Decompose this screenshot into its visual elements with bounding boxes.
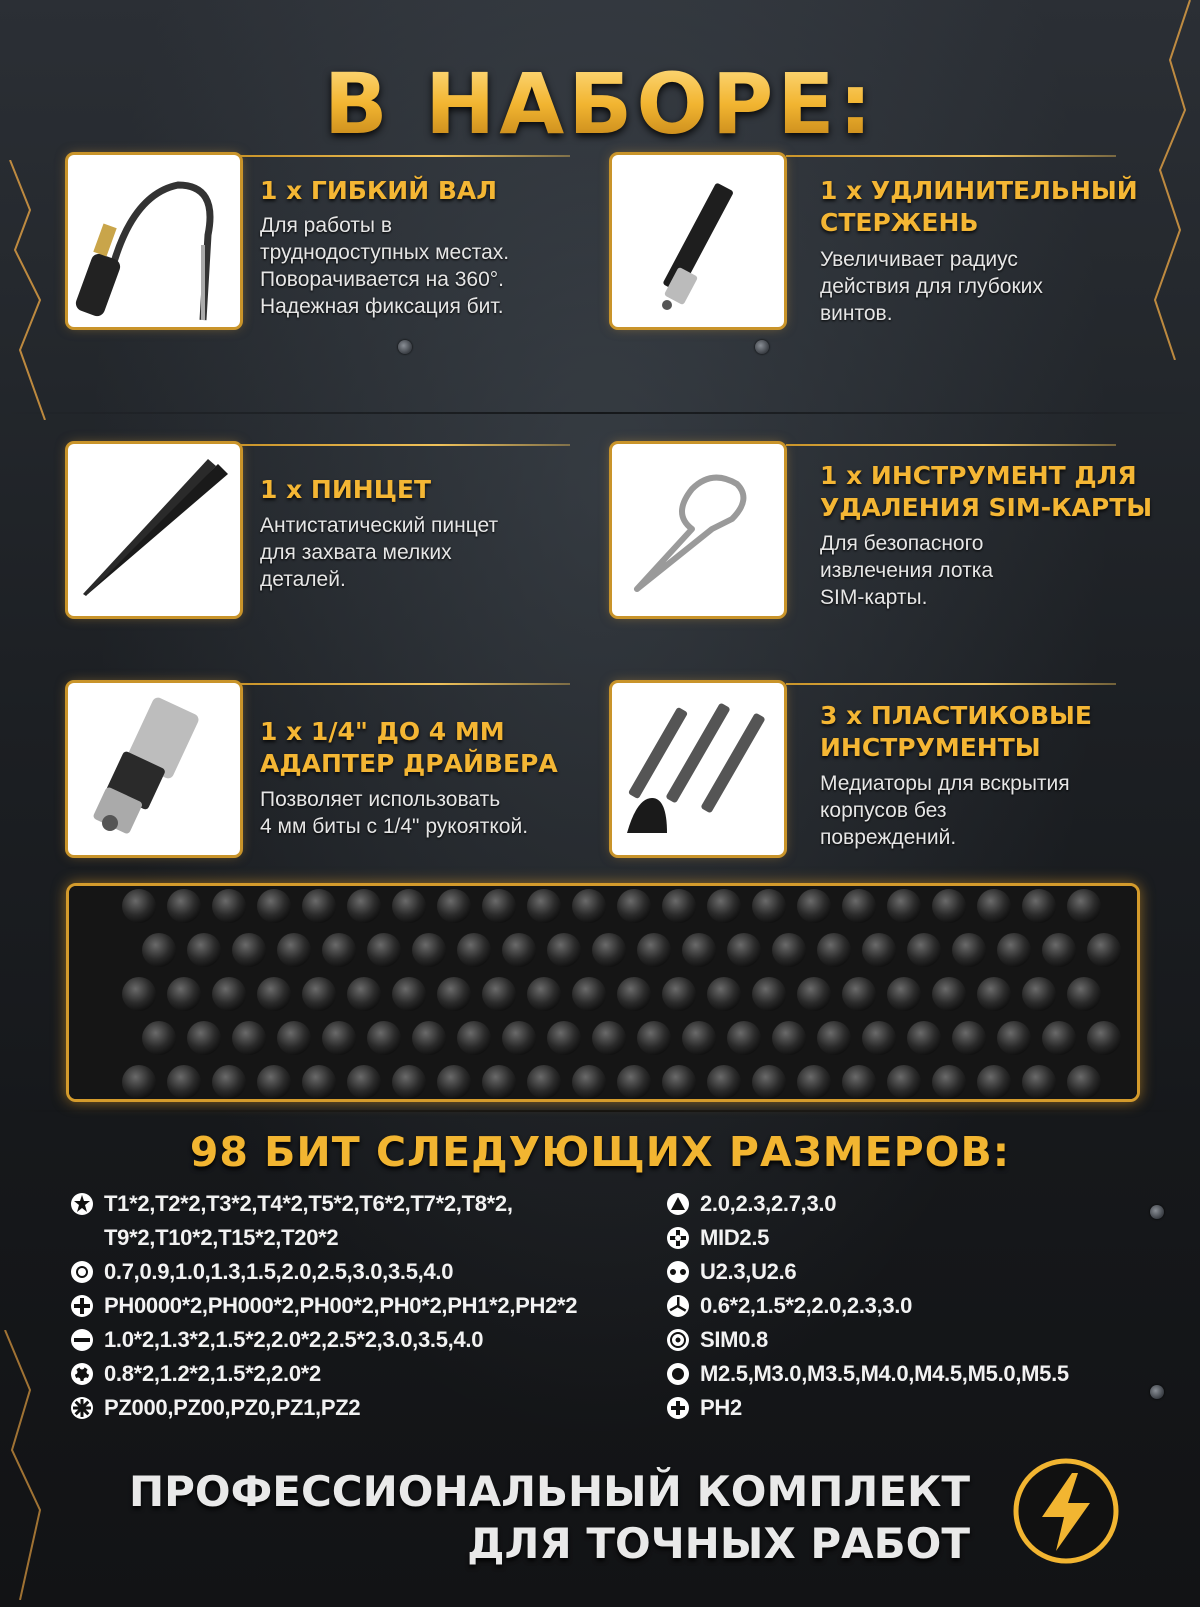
bit xyxy=(1042,933,1076,967)
bit xyxy=(907,933,941,967)
bit xyxy=(527,889,561,923)
gold-divider xyxy=(786,155,1116,157)
item-title: 1 x УДЛИНИТЕЛЬНЫЙ СТЕРЖЕНЬ xyxy=(820,176,1138,237)
bit xyxy=(862,1021,896,1055)
bit xyxy=(347,889,381,923)
bit xyxy=(817,1021,851,1055)
plate-divider xyxy=(0,412,1200,414)
bit xyxy=(257,977,291,1011)
bit xyxy=(887,889,921,923)
extension-rod-icon xyxy=(612,155,784,327)
tri-wing-icon xyxy=(666,1294,690,1318)
item-title: 1 x ПИНЦЕТ xyxy=(260,475,432,504)
bit-spec-row: SIM0.8 xyxy=(666,1324,768,1356)
bit xyxy=(212,889,246,923)
item-title: 3 x ПЛАСТИКОВЫЕ ИНСТРУМЕНТЫ xyxy=(820,701,1093,762)
bit-spec-row-continued: T9*2,T10*2,T15*2,T20*2 xyxy=(104,1225,339,1250)
gold-divider xyxy=(240,444,570,446)
bit xyxy=(997,933,1031,967)
bit xyxy=(257,889,291,923)
bit-spec-row: T1*2,T2*2,T3*2,T4*2,T5*2,T6*2,T7*2,T8*2, xyxy=(70,1188,513,1220)
bit xyxy=(637,933,671,967)
plastic-tools-icon xyxy=(612,683,784,855)
bit xyxy=(842,889,876,923)
bit xyxy=(347,977,381,1011)
bit xyxy=(817,933,851,967)
bit xyxy=(437,889,471,923)
bit xyxy=(482,977,516,1011)
sim-icon xyxy=(666,1328,690,1352)
bit xyxy=(187,1021,221,1055)
bit xyxy=(952,933,986,967)
bit xyxy=(212,1065,246,1099)
driver-adapter-icon xyxy=(68,683,240,855)
bit xyxy=(482,1065,516,1099)
item-description: Увеличивает радиус действия для глубоких винтов. xyxy=(820,248,1043,325)
flexible-shaft-image xyxy=(68,155,240,327)
bit xyxy=(752,977,786,1011)
gold-divider xyxy=(240,155,570,157)
bit xyxy=(302,1065,336,1099)
bit-spec-row: M2.5,M3.0,M3.5,M4.0,M4.5,M5.0,M5.5 xyxy=(666,1358,1069,1390)
gold-divider xyxy=(240,683,570,685)
item-title: 1 x ГИБКИЙ ВАЛ xyxy=(260,176,497,205)
bit xyxy=(527,977,561,1011)
item-title: 1 x ИНСТРУМЕНТ ДЛЯ УДАЛЕНИЯ SIM-КАРТЫ xyxy=(820,461,1153,522)
bit xyxy=(1087,933,1121,967)
mid-icon xyxy=(666,1226,690,1250)
bit-spec-row: 0.6*2,1.5*2,2.0,2.3,3.0 xyxy=(666,1290,912,1322)
pentalobe-icon xyxy=(70,1362,94,1386)
u-shape-icon xyxy=(666,1260,690,1284)
bit xyxy=(1022,889,1056,923)
bit xyxy=(167,977,201,1011)
extension-rod-image xyxy=(612,155,784,327)
hex-icon xyxy=(70,1260,94,1284)
bit xyxy=(952,1021,986,1055)
bit xyxy=(637,1021,671,1055)
bit xyxy=(617,977,651,1011)
bit xyxy=(437,1065,471,1099)
sim-ejector-icon xyxy=(612,444,784,616)
triangle-icon xyxy=(666,1192,690,1216)
bit xyxy=(662,889,696,923)
bit xyxy=(977,1065,1011,1099)
bit xyxy=(142,1021,176,1055)
bit xyxy=(1087,1021,1121,1055)
bit xyxy=(502,933,536,967)
bit xyxy=(277,933,311,967)
item-description: Позволяет использовать 4 мм биты с 1/4" рукояткой. xyxy=(260,788,529,838)
torx-icon xyxy=(70,1192,94,1216)
bit xyxy=(752,1065,786,1099)
bit xyxy=(907,1021,941,1055)
plastic-tools-image xyxy=(612,683,784,855)
bit xyxy=(412,933,446,967)
tweezers-image xyxy=(68,444,240,616)
driver-adapter-image xyxy=(68,683,240,855)
bit xyxy=(547,933,581,967)
lightning-decoration xyxy=(0,1330,70,1600)
bit xyxy=(682,933,716,967)
phillips-icon xyxy=(70,1294,94,1318)
bit xyxy=(997,1021,1031,1055)
bit-tray-photo xyxy=(66,883,1140,1102)
bit xyxy=(212,977,246,1011)
bit xyxy=(932,889,966,923)
bit xyxy=(122,1065,156,1099)
bit xyxy=(572,1065,606,1099)
bit xyxy=(887,977,921,1011)
bit xyxy=(707,889,741,923)
bit xyxy=(932,977,966,1011)
bit xyxy=(482,889,516,923)
bit-tray-illustration xyxy=(69,886,1137,1099)
bit-spec-row: PH2 xyxy=(666,1392,742,1424)
bit xyxy=(682,1021,716,1055)
bit xyxy=(707,977,741,1011)
bit xyxy=(437,977,471,1011)
bit xyxy=(457,1021,491,1055)
bit xyxy=(727,1021,761,1055)
bit xyxy=(1067,889,1101,923)
bit xyxy=(277,1021,311,1055)
bit xyxy=(322,933,356,967)
bit xyxy=(572,889,606,923)
bit xyxy=(707,1065,741,1099)
item-description: Для работы в труднодоступных местах. Поворачивается на 360°. Надежная фиксация бит. xyxy=(260,214,510,318)
bit xyxy=(887,1065,921,1099)
bit xyxy=(1022,1065,1056,1099)
bit xyxy=(797,1065,831,1099)
rivet xyxy=(398,340,412,354)
bit xyxy=(662,977,696,1011)
bit xyxy=(457,933,491,967)
bit xyxy=(412,1021,446,1055)
bit xyxy=(1022,977,1056,1011)
bit xyxy=(772,1021,806,1055)
bit-spec-row: PZ000,PZ00,PZ0,PZ1,PZ2 xyxy=(70,1392,360,1424)
bit xyxy=(752,889,786,923)
bits-heading: 98 БИТ СЛЕДУЮЩИХ РАЗМЕРОВ: xyxy=(189,1128,1011,1176)
bit xyxy=(167,1065,201,1099)
bit xyxy=(977,977,1011,1011)
bit xyxy=(367,1021,401,1055)
lightning-badge-icon xyxy=(1010,1455,1122,1567)
bit xyxy=(527,1065,561,1099)
bit-spec-row: 0.8*2,1.2*2,1.5*2,2.0*2 xyxy=(70,1358,321,1390)
bit xyxy=(592,933,626,967)
bit xyxy=(617,889,651,923)
bit xyxy=(302,977,336,1011)
bit xyxy=(797,977,831,1011)
footer-slogan: ПРОФЕССИОНАЛЬНЫЙ КОМПЛЕКТ ДЛЯ ТОЧНЫХ РАБОТ xyxy=(128,1467,970,1568)
sim-ejector-image xyxy=(612,444,784,616)
item-description: Для безопасного извлечения лотка SIM-карты. xyxy=(820,532,994,609)
gold-divider xyxy=(786,683,1116,685)
bit-spec-row: U2.3,U2.6 xyxy=(666,1256,796,1288)
tweezers-icon xyxy=(68,444,240,616)
bit-spec-row: 0.7,0.9,1.0,1.3,1.5,2.0,2.5,3.0,3.5,4.0 xyxy=(70,1256,453,1288)
lightning-decoration xyxy=(0,160,60,420)
bit xyxy=(547,1021,581,1055)
bit xyxy=(842,977,876,1011)
bit xyxy=(347,1065,381,1099)
bit xyxy=(232,933,266,967)
bit xyxy=(232,1021,266,1055)
flexible-shaft-icon xyxy=(68,155,240,327)
item-description: Медиаторы для вскрытия корпусов без повреждений. xyxy=(820,772,1070,849)
bit xyxy=(977,889,1011,923)
bit-spec-row: MID2.5 xyxy=(666,1222,769,1254)
bit xyxy=(797,889,831,923)
bit xyxy=(502,1021,536,1055)
item-title: 1 x 1/4" ДО 4 ММ АДАПТЕР ДРАЙВЕРА xyxy=(260,717,558,778)
bit xyxy=(392,1065,426,1099)
bit xyxy=(772,933,806,967)
rivet xyxy=(1150,1385,1164,1399)
bit xyxy=(392,977,426,1011)
ph-cross-icon xyxy=(666,1396,690,1420)
bit xyxy=(122,977,156,1011)
bit xyxy=(727,933,761,967)
rivet xyxy=(1150,1205,1164,1219)
bit xyxy=(302,889,336,923)
bit xyxy=(392,889,426,923)
item-description: Антистатический пинцет для захвата мелких деталей. xyxy=(260,514,499,591)
bit xyxy=(187,933,221,967)
bit xyxy=(862,933,896,967)
bit xyxy=(592,1021,626,1055)
rivet xyxy=(755,340,769,354)
bit xyxy=(617,1065,651,1099)
bit xyxy=(842,1065,876,1099)
bit xyxy=(932,1065,966,1099)
bit xyxy=(572,977,606,1011)
bit xyxy=(1067,977,1101,1011)
bit xyxy=(1042,1021,1076,1055)
bit xyxy=(322,1021,356,1055)
bit-spec-row: PH0000*2,PH000*2,PH00*2,PH0*2,PH1*2,PH2*2 xyxy=(70,1290,577,1322)
gold-divider xyxy=(786,444,1116,446)
socket-icon xyxy=(666,1362,690,1386)
bit-spec-row: 2.0,2.3,2.7,3.0 xyxy=(666,1188,836,1220)
bit xyxy=(257,1065,291,1099)
bit xyxy=(167,889,201,923)
bit xyxy=(367,933,401,967)
bit xyxy=(142,933,176,967)
bit-spec-row: 1.0*2,1.3*2,1.5*2,2.0*2,2.5*2,3.0,3.5,4.0 xyxy=(70,1324,483,1356)
bit xyxy=(122,889,156,923)
page-title: В НАБОРЕ: xyxy=(0,55,1200,153)
slotted-icon xyxy=(70,1328,94,1352)
pozidriv-icon xyxy=(70,1396,94,1420)
bit xyxy=(1067,1065,1101,1099)
plate-divider xyxy=(0,1110,1200,1112)
bit xyxy=(662,1065,696,1099)
